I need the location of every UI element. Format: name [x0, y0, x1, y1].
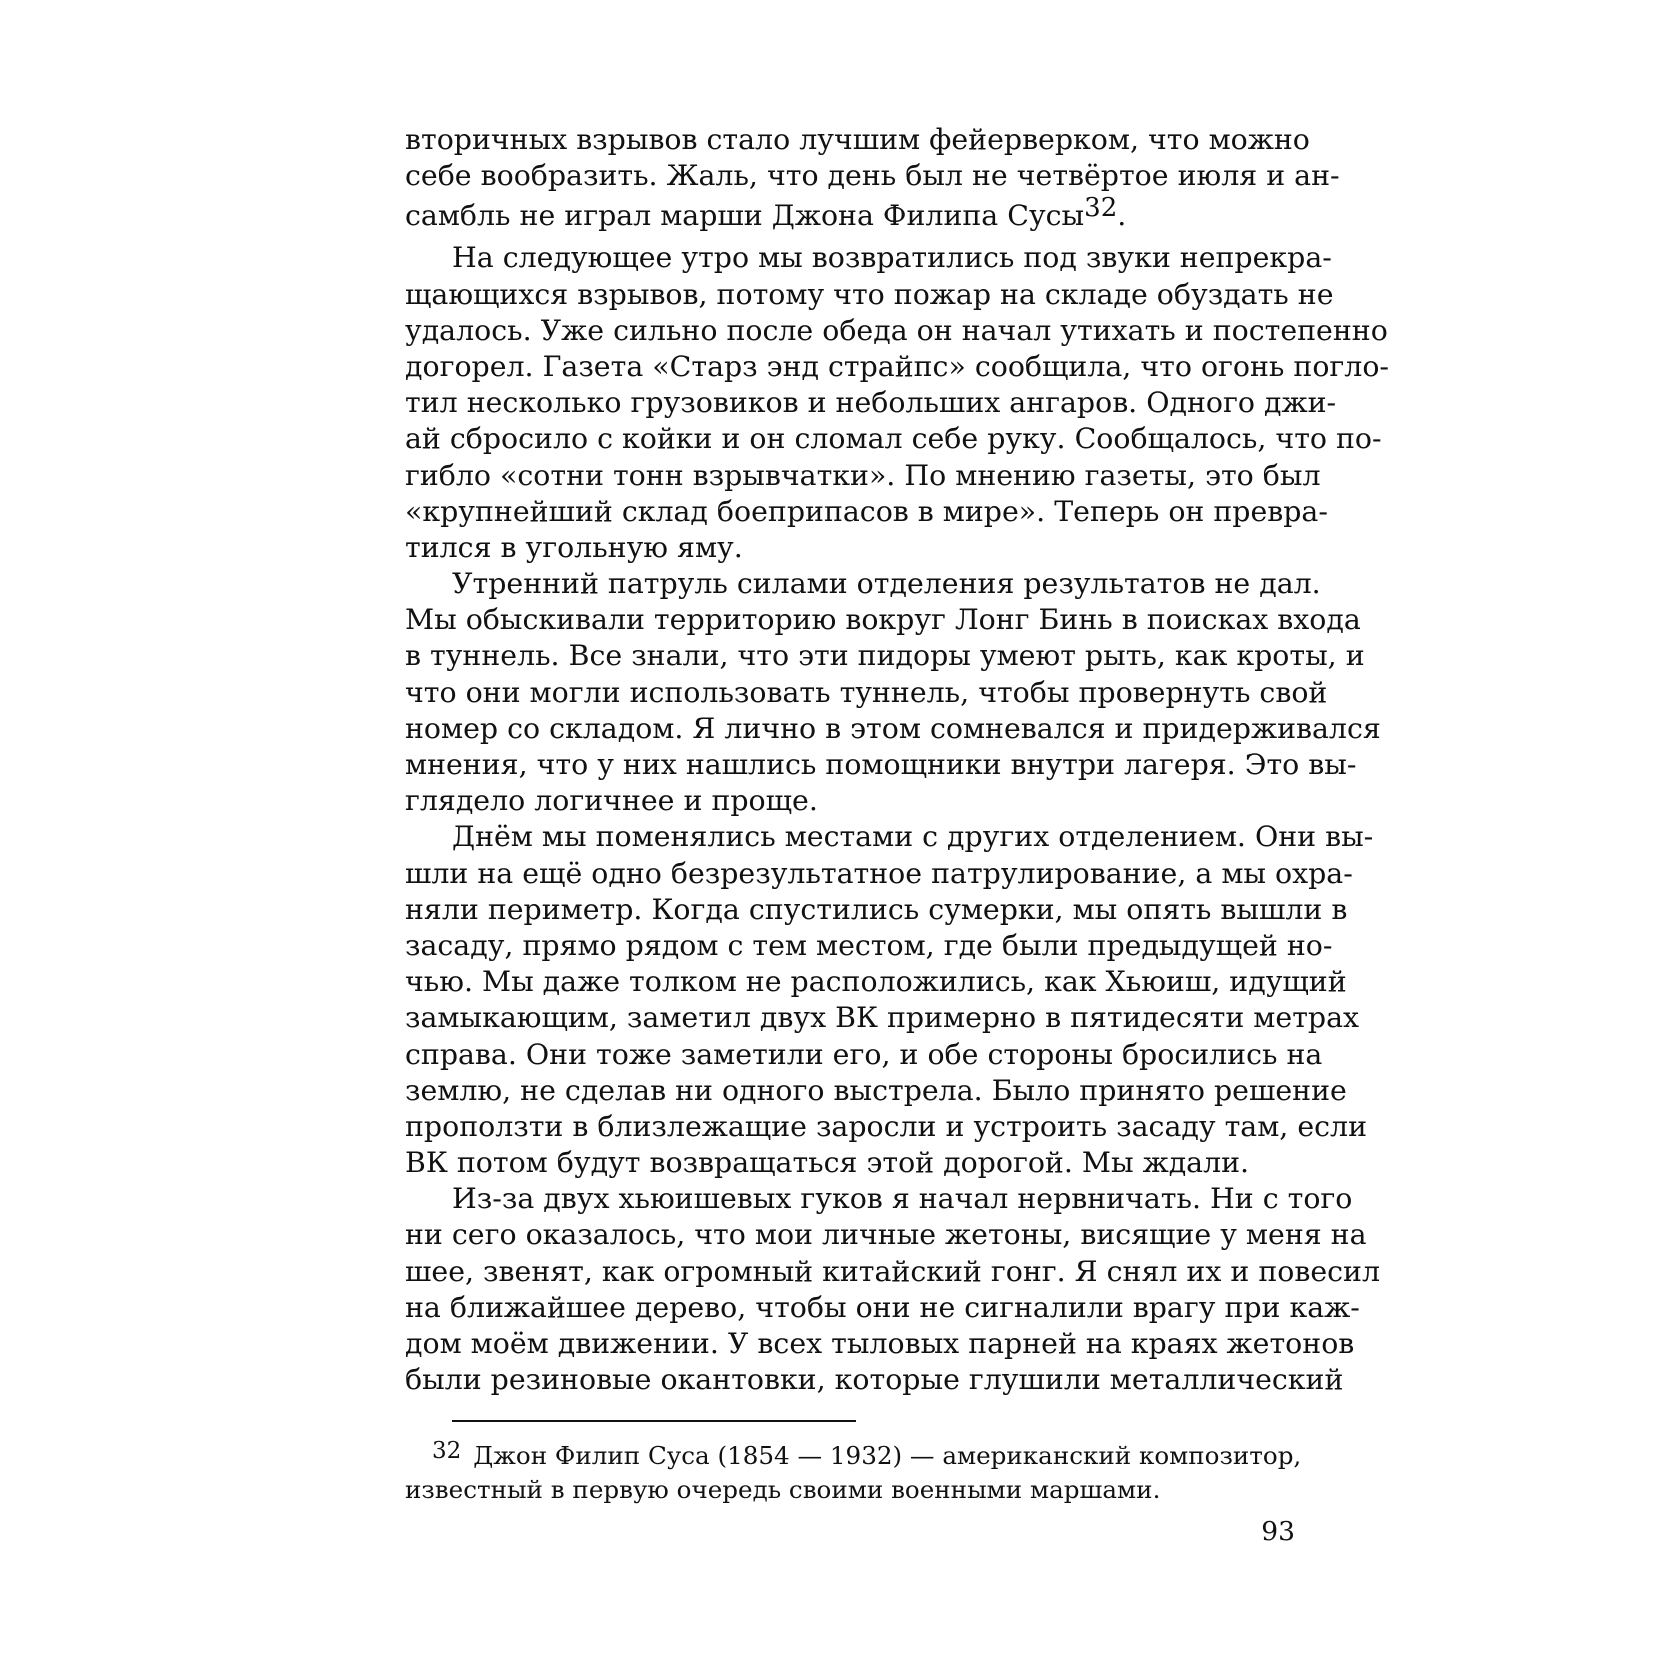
text-line: шли на ещё одно безрезультатное патрулирование, а мы охра-: [405, 856, 1353, 890]
text-line: номер со складом. Я лично в этом сомневался и придерживался: [405, 711, 1381, 745]
page-number: 93: [1261, 1516, 1295, 1547]
text-line: засаду, прямо рядом с тем местом, где были предыдущей но-: [405, 928, 1333, 962]
footnote-text: Джон Филип Суса (1854 — 1932) — американский композитор,: [473, 1441, 1302, 1470]
text-line: справа. Они тоже заметили его, и обе стороны бросились на: [405, 1037, 1323, 1071]
text-line: тил несколько грузовиков и небольших ангаров. Одного джи-: [405, 386, 1337, 420]
text-line: проползти в близлежащие заросли и устроить засаду там, если: [405, 1109, 1368, 1143]
footnote-line: 32 Джон Филип Суса (1854 — 1932) — американский композитор,: [432, 1438, 1302, 1470]
text-line: в туннель. Все знали, что эти пидоры умеют рыть, как кроты, и: [405, 639, 1365, 673]
text-line: няли периметр. Когда спустились сумерки, мы опять вышли в: [405, 892, 1348, 926]
body-text: [405, 122, 1390, 1398]
text-line: дом моём движении. У всех тыловых парней на краях жетонов: [405, 1327, 1355, 1360]
paragraph-start: Утренний патруль силами отделения результатов не дал.: [452, 567, 1321, 601]
text-line: ВК потом будут возвращаться этой дорогой. Мы ждали.: [405, 1146, 1250, 1180]
text-line: ни сего оказалось, что мои личные жетоны, висящие у меня на: [405, 1218, 1367, 1252]
text-line: удалось. Уже сильно после обеда он начал утихать и постепенно: [405, 313, 1388, 347]
text-line-content: самбль не играл марши Джона Филипа Сусы: [405, 199, 1085, 233]
text-line: ай сбросило с койки и он сломал себе руку. Сообщалось, что по-: [405, 422, 1382, 456]
text-line-punctuation: .: [1117, 199, 1127, 233]
paragraph-start: Из-за двух хьюишевых гуков я начал нервничать. Ни с того: [452, 1182, 1353, 1216]
footnote-line: известный в первую очередь своими военными маршами.: [405, 1475, 1161, 1504]
text-line: глядело логичнее и проще.: [405, 784, 818, 818]
text-line: замыкающим, заметил двух ВК примерно в пятидесяти метрах: [405, 1001, 1360, 1035]
footnote-divider: [452, 1420, 856, 1422]
text-line: мнения, что у них нашлись помощники внутри лагеря. Это вы-: [405, 748, 1357, 781]
text-line: на ближайшее дерево, чтобы они не сигналили врагу при каж-: [405, 1290, 1360, 1324]
footnote-reference[interactable]: 32: [1084, 193, 1118, 224]
paragraph-start: На следующее утро мы возвратились под звуки непрекра-: [452, 241, 1332, 275]
text-line: тился в угольную яму.: [405, 530, 743, 564]
text-line: были резиновые окантовки, которые глушили металлический: [405, 1363, 1344, 1397]
text-line: догорел. Газета «Старз энд страйпс» сообщила, что огонь погло-: [405, 349, 1390, 383]
text-line: что они могли использовать туннель, чтобы провернуть свой: [405, 675, 1328, 709]
text-line: [405, 194, 1295, 240]
text-line: вторичных взрывов стало лучшим фейерверком, что можно: [405, 123, 1310, 156]
text-line: щающихся взрывов, потому что пожар на складе обуздать не: [405, 277, 1334, 311]
text-line: Мы обыскивали территорию вокруг Лонг Бинь в поисках входа: [405, 603, 1361, 637]
text-line: гибло «сотни тонн взрывчатки». По мнению газеты, это был: [405, 458, 1321, 492]
text-line: «крупнейший склад боеприпасов в мире». Теперь он превра-: [405, 494, 1328, 528]
text-line: себе вообразить. Жаль, что день был не четвёртое июля и ан-: [405, 159, 1340, 193]
text-line: землю, не сделав ни одного выстрела. Было принято решение: [405, 1073, 1347, 1107]
text-line: чью. Мы даже толком не расположились, как Хьюиш, идущий: [405, 965, 1347, 999]
text-line: шее, звенят, как огромный китайский гонг. Я снял их и повесил: [405, 1254, 1380, 1288]
footnote: [405, 1438, 1302, 1507]
paragraph-start: Днём мы поменялись местами с других отделением. Они вы-: [452, 820, 1374, 854]
